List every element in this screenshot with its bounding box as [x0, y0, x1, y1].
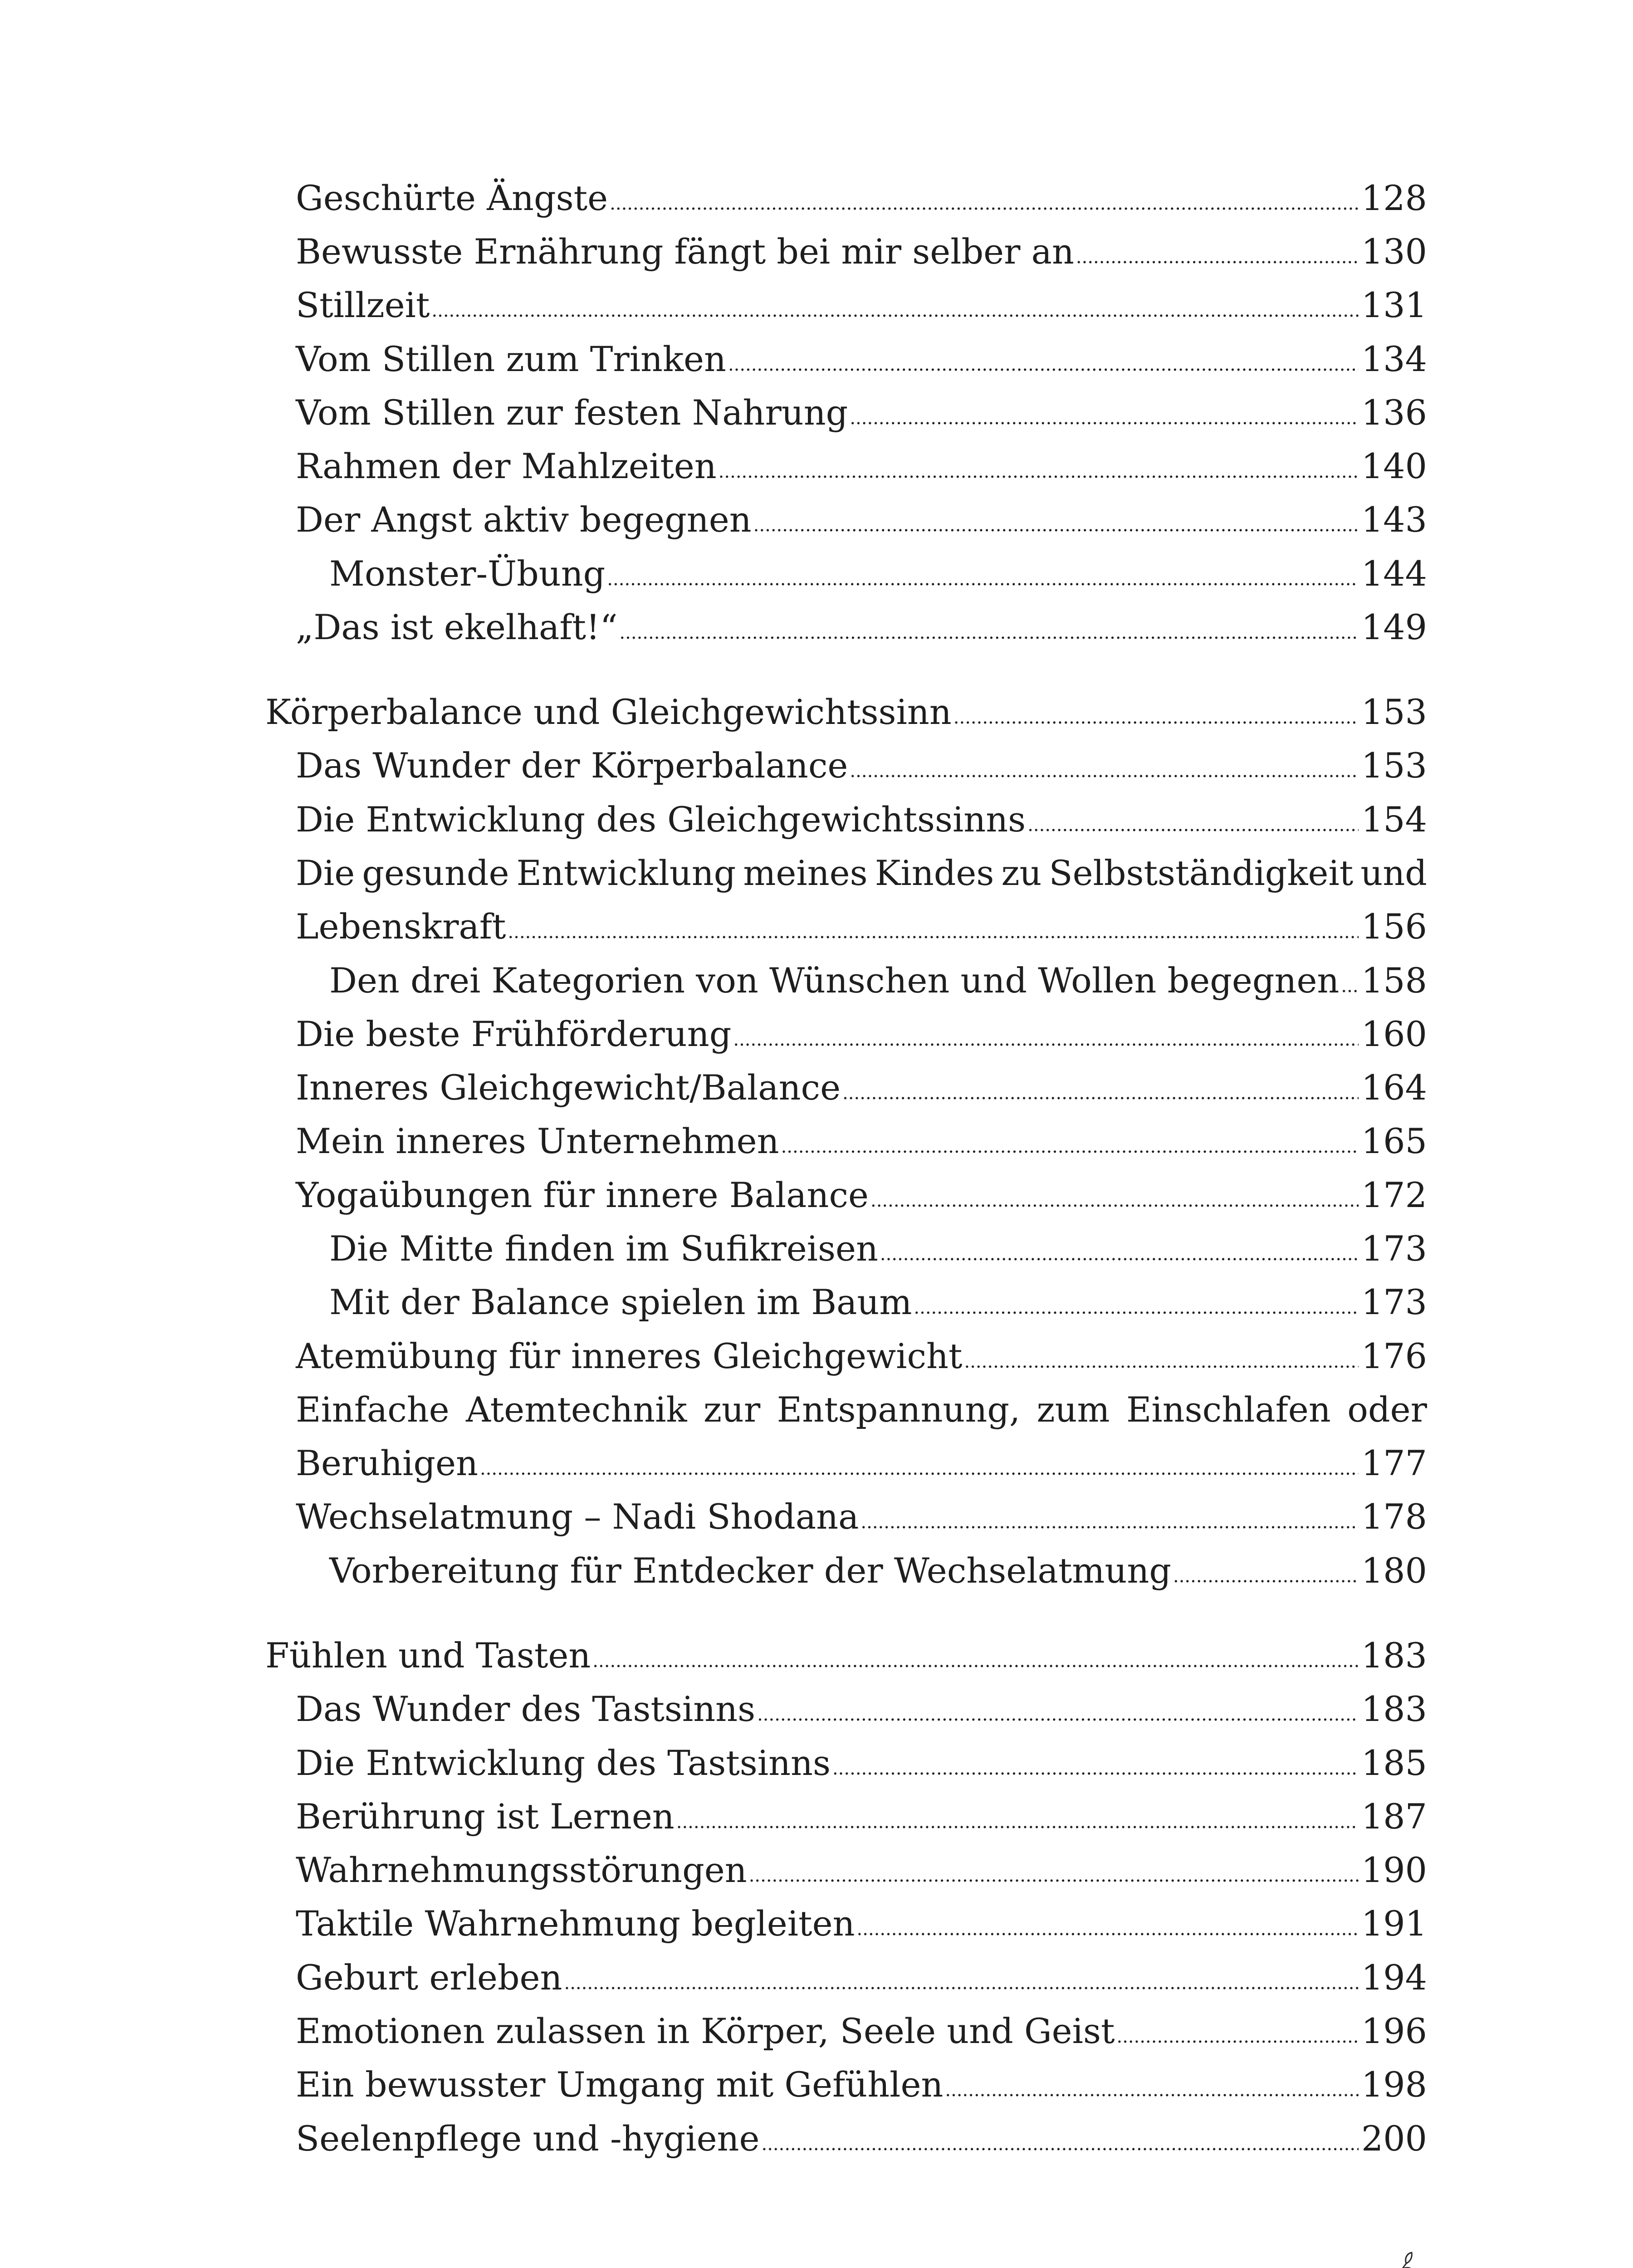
toc-leader-dots — [728, 356, 1359, 374]
toc-entry — [296, 1104, 1427, 1161]
toc-leader-dots — [749, 1867, 1359, 1885]
toc-entry-page: 140 — [1361, 446, 1427, 486]
toc-leader-dots — [619, 624, 1359, 642]
toc-entry-title: Das Wunder des Tastsinns — [296, 1689, 756, 1729]
toc-entry-page: 194 — [1361, 1957, 1427, 1998]
toc-entry-page: 143 — [1361, 499, 1427, 540]
leaf-sprig-icon — [1361, 2250, 1447, 2268]
toc-entry-word: Die — [296, 853, 355, 893]
toc-leader-dots — [850, 762, 1359, 780]
toc-leader-dots — [1173, 1567, 1359, 1585]
toc-leader-dots — [861, 1513, 1359, 1531]
toc-entry — [329, 1534, 1427, 1591]
toc-entry — [296, 728, 1427, 786]
toc-entry-page: 190 — [1361, 1850, 1427, 1890]
toc-entry — [296, 1887, 1427, 1944]
toc-entry-page: 173 — [1361, 1228, 1427, 1269]
toc-entry — [296, 1833, 1427, 1890]
toc-entry — [296, 782, 1427, 840]
toc-entry-word: Selbstständigkeit — [1049, 853, 1354, 893]
toc-entry — [265, 1618, 1427, 1676]
toc-entry — [296, 1319, 1427, 1374]
toc-entry — [296, 2102, 1427, 2159]
toc-entry-title: Der Angst aktiv begegnen — [296, 499, 752, 540]
toc-entry-title: Atemübung für inneres Gleichgewicht — [296, 1336, 963, 1376]
toc-leader-dots — [761, 2135, 1358, 2153]
toc-entry-page: 183 — [1361, 1689, 1427, 1729]
toc-entry-page: 131 — [1361, 285, 1427, 325]
toc-entry-page: 183 — [1361, 1635, 1427, 1676]
toc-entry-page: 172 — [1361, 1175, 1427, 1215]
toc-entry-title: Mein inneres Unternehmen — [296, 1121, 779, 1161]
toc-leader-dots — [733, 1031, 1359, 1049]
toc-entry-title: Vorbereitung für Entdecker der Wechselatmung — [329, 1550, 1171, 1591]
toc-entry-title: Die beste Frühförderung — [296, 1014, 732, 1054]
toc-entry-page: 173 — [1361, 1282, 1427, 1322]
toc-entry-word: gesunde — [362, 853, 509, 893]
toc-entry-title: Geburt erleben — [296, 1957, 562, 1998]
toc-leader-dots — [676, 1813, 1359, 1831]
toc-leader-dots — [1027, 816, 1359, 834]
toc-leader-dots — [914, 1299, 1359, 1317]
toc-leader-dots — [757, 1706, 1359, 1724]
toc-entry-word: Atemtechnik — [466, 1389, 687, 1430]
toc-entry-page: 187 — [1361, 1796, 1427, 1837]
toc-entry-title: Seelenpflege und -hygiene — [296, 2118, 760, 2159]
toc-entry-title: Beruhigen — [296, 1443, 478, 1483]
toc-leader-dots — [610, 195, 1359, 213]
toc-leader-dots — [592, 1652, 1359, 1670]
toc-entry-title: Das Wunder der Körperbalance — [296, 745, 848, 786]
toc-leader-dots — [880, 1245, 1359, 1263]
toc-entry-title: Ein bewusster Umgang mit Gefühlen — [296, 2064, 944, 2105]
toc-entry-page: 128 — [1361, 178, 1427, 218]
toc-entry-title: Den drei Kategorien von Wünschen und Wollen begegnen — [329, 960, 1340, 1001]
toc-entry-page: 180 — [1361, 1550, 1427, 1591]
toc-entry-title: Vom Stillen zum Trinken — [296, 339, 726, 379]
toc-leader-dots — [953, 709, 1359, 727]
toc-entry-word: Kindes — [875, 853, 994, 893]
toc-entry-page: 177 — [1361, 1443, 1427, 1483]
toc-entry-word: Entspannung, — [777, 1389, 1021, 1430]
toc-entry — [296, 1726, 1427, 1783]
toc-leader-dots — [607, 570, 1359, 588]
toc-leader-dots — [857, 1920, 1359, 1938]
toc-leader-dots — [870, 1192, 1359, 1210]
toc-entry-page: 196 — [1361, 2011, 1427, 2051]
toc-entry-page: 198 — [1361, 2064, 1427, 2105]
toc-entry-page: 130 — [1361, 231, 1427, 272]
toc-entry — [296, 1672, 1427, 1729]
toc-entry-word: zum — [1037, 1389, 1110, 1430]
toc-leader-dots — [719, 463, 1359, 481]
toc-entry — [329, 943, 1427, 1001]
toc-entry — [329, 537, 1427, 594]
toc-entry-page: 136 — [1361, 392, 1427, 433]
toc-entry — [296, 1779, 1427, 1837]
toc-entry-title: Fühlen und Tasten — [265, 1635, 591, 1676]
toc-entry-title: Geschürte Ängste — [296, 178, 608, 218]
toc-entry-page: 178 — [1361, 1496, 1427, 1537]
toc-entry-title: Vom Stillen zur festen Nahrung — [296, 392, 848, 433]
toc-entry-title: Yogaübungen für innere Balance — [296, 1175, 869, 1215]
toc-entry-word: meines — [743, 853, 868, 893]
toc-entry-page: 164 — [1361, 1067, 1427, 1108]
toc-entry-title: Wahrnehmungsstörungen — [296, 1850, 747, 1890]
toc-entry-title: Stillzeit — [296, 285, 430, 325]
toc-entry-title: Bewusste Ernährung fängt bei mir selber an — [296, 231, 1074, 272]
toc-leader-dots — [508, 923, 1359, 941]
toc-entry — [329, 1265, 1427, 1320]
toc-entry — [296, 376, 1427, 433]
toc-entry-title: Monster-Übung — [329, 553, 606, 594]
toc-entry-word: Einfache — [296, 1389, 450, 1430]
toc-leader-dots — [832, 1760, 1359, 1778]
toc-entry-word: und — [1360, 853, 1427, 893]
toc-entry-page: 149 — [1361, 607, 1427, 647]
toc-entry — [296, 1158, 1427, 1215]
toc-entry — [296, 161, 1427, 218]
toc-leader-dots — [781, 1138, 1359, 1156]
toc-entry — [265, 675, 1427, 732]
toc-entry-title: Taktile Wahrnehmung begleiten — [296, 1903, 855, 1944]
toc-entry-page: 154 — [1361, 799, 1427, 840]
toc-entry — [296, 1480, 1427, 1537]
toc-entry — [296, 429, 1427, 484]
toc-entry-wrapped — [296, 1373, 1427, 1430]
toc-entry-title: Mit der Balance spielen im Baum — [329, 1282, 912, 1322]
toc-leader-dots — [945, 2081, 1359, 2099]
toc-entry-title: Die Entwicklung des Gleichgewichtssinns — [296, 799, 1026, 840]
toc-entry-page: 144 — [1361, 553, 1427, 594]
toc-entry — [296, 268, 1427, 323]
toc-entry — [296, 1941, 1427, 1998]
toc-entry — [296, 890, 1427, 947]
toc-entry-page: 153 — [1361, 692, 1427, 732]
toc-entry-title: Rahmen der Mahlzeiten — [296, 446, 717, 486]
toc-entry-page: 134 — [1361, 339, 1427, 379]
toc-entry — [329, 1212, 1427, 1269]
toc-entry — [296, 997, 1427, 1054]
toc-entry-title: Inneres Gleichgewicht/Balance — [296, 1067, 841, 1108]
toc-entry-page: 176 — [1361, 1336, 1427, 1376]
toc-leader-dots — [842, 1084, 1359, 1102]
toc-entry — [296, 1994, 1427, 2051]
toc-leader-dots — [431, 302, 1359, 320]
toc-entry-word: oder — [1347, 1389, 1427, 1430]
toc-entry-word: Entwicklung — [516, 853, 736, 893]
toc-entry — [296, 590, 1427, 645]
toc-entry-word: Einschlafen — [1126, 1389, 1331, 1430]
toc-entry-page: 200 — [1361, 2118, 1427, 2159]
toc-leader-dots — [564, 1974, 1358, 1992]
toc-leader-dots — [753, 516, 1359, 534]
toc-leader-dots — [964, 1353, 1359, 1371]
toc-entry-title: „Das ist ekelhaft!“ — [296, 607, 618, 647]
toc-entry-word: zu — [1001, 853, 1042, 893]
toc-entry-page: 160 — [1361, 1014, 1427, 1054]
toc-entry-page: 185 — [1361, 1743, 1427, 1783]
toc-leader-dots — [480, 1460, 1359, 1478]
toc-entry-page: 153 — [1361, 745, 1427, 786]
toc-entry-title: Die Entwicklung des Tastsinns — [296, 1743, 831, 1783]
toc-entry-word: zur — [703, 1389, 761, 1430]
toc-entry-wrapped — [296, 836, 1427, 893]
toc-entry — [296, 483, 1427, 540]
toc-leader-dots — [1076, 248, 1359, 266]
toc-entry — [296, 2048, 1427, 2105]
toc-leader-dots — [850, 409, 1359, 427]
toc-entry-page: 165 — [1361, 1121, 1427, 1161]
toc-entry-title: Berührung ist Lernen — [296, 1796, 675, 1837]
toc-entry — [296, 322, 1427, 379]
toc-entry-title: Emotionen zulassen in Körper, Seele und Geist — [296, 2011, 1115, 2051]
toc-entry — [296, 1426, 1427, 1481]
toc-entry-page: 158 — [1361, 960, 1427, 1001]
toc-entry-page: 191 — [1361, 1903, 1427, 1944]
toc-entry-title: Körperbalance und Gleichgewichtssinn — [265, 692, 952, 732]
toc-entry-title: Lebenskraft — [296, 906, 506, 947]
toc-leader-dots — [1341, 977, 1359, 995]
toc-leader-dots — [1116, 2028, 1358, 2046]
toc-entry-page: 156 — [1361, 906, 1427, 947]
toc-entry — [296, 215, 1427, 272]
toc-entry-title: Wechselatmung – Nadi Shodana — [296, 1496, 859, 1537]
toc-entry — [296, 1051, 1427, 1108]
toc-entry-title: Die Mitte finden im Sufikreisen — [329, 1228, 878, 1269]
